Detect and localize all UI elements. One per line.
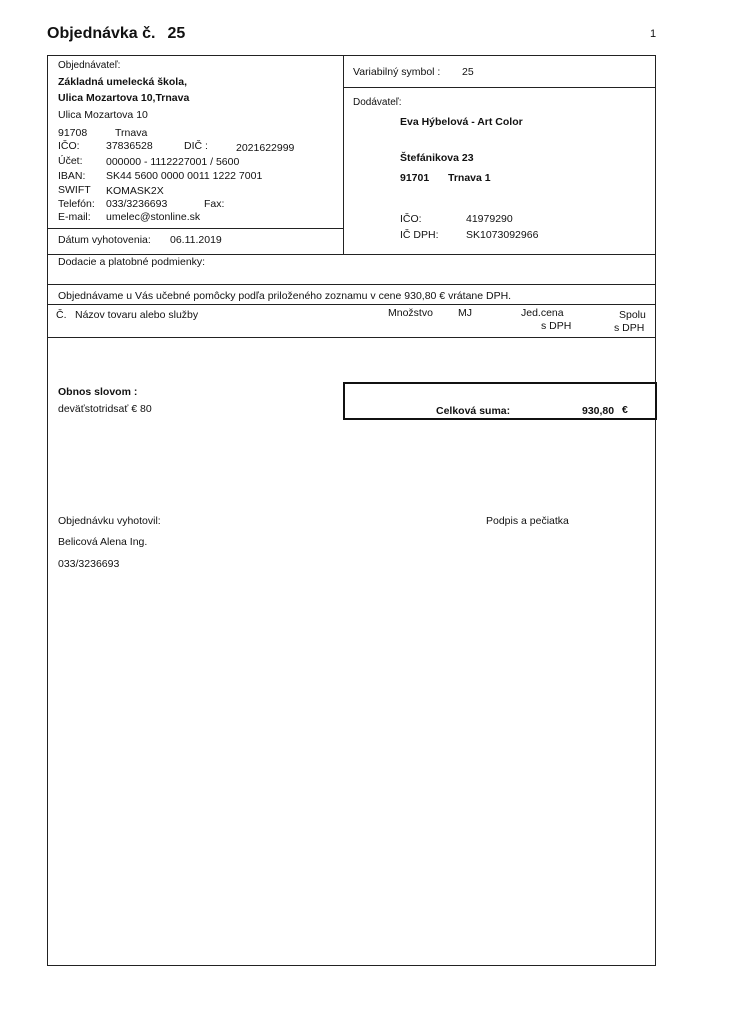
supplier-name: Eva Hýbelová - Art Color	[400, 116, 523, 128]
supplier-icdph: SK1073092966	[466, 229, 539, 241]
buyer-label: Objednávateľ:	[58, 60, 121, 71]
terms-label: Dodacie a platobné podmienky:	[58, 256, 206, 268]
buyer-iban-label: IBAN:	[58, 170, 86, 182]
buyer-city: Trnava	[115, 127, 148, 139]
col-unit-price-2: s DPH	[541, 320, 572, 332]
order-text: Objednávame u Vás učebné pomôcky podľa priloženého zoznamu v cene 930,80 € vrátane DPH.	[58, 290, 512, 302]
buyer-address-bold: Ulica Mozartova 10,Trnava	[58, 92, 190, 104]
supplier-city: Trnava 1	[448, 172, 491, 184]
terms-top-rule	[47, 254, 656, 255]
prepared-label: Objednávku vyhotovil:	[58, 515, 161, 527]
supplier-zip: 91701	[400, 172, 430, 184]
buyer-swift: KOMASK2X	[106, 185, 164, 197]
col-total-2: s DPH	[614, 322, 645, 334]
col-total-1: Spolu	[619, 309, 646, 321]
table-top-rule	[47, 304, 656, 305]
buyer-street: Ulica Mozartova 10	[58, 109, 148, 121]
buyer-ico: 37836528	[106, 140, 153, 152]
order-top-rule	[47, 284, 656, 285]
col-name: Názov tovaru alebo služby	[75, 309, 199, 321]
buyer-swift-label: SWIFT	[58, 184, 91, 196]
total-currency: €	[622, 404, 628, 416]
buyer-ucet-label: Účet:	[58, 155, 83, 167]
buyer-email-label: E-mail:	[58, 211, 91, 223]
order-number: 25	[167, 25, 186, 42]
buyer-zip: 91708	[58, 127, 88, 139]
buyer-dic: 2021622999	[236, 142, 295, 154]
table-header-rule	[47, 337, 656, 338]
col-quantity: Množstvo	[388, 307, 433, 319]
signature-label: Podpis a pečiatka	[486, 515, 569, 527]
date-label: Dátum vyhotovenia:	[58, 234, 151, 246]
date-value: 06.11.2019	[170, 234, 222, 246]
vs-divider	[343, 87, 656, 88]
buyer-email: umelec@stonline.sk	[106, 211, 201, 223]
amount-words-value: deväťstotridsať € 80	[58, 403, 152, 415]
col-unit: MJ	[458, 307, 472, 319]
buyer-name: Základná umelecká škola,	[58, 76, 187, 88]
amount-words-label: Obnos slovom :	[58, 386, 138, 398]
buyer-fax-label: Fax:	[204, 198, 225, 210]
vs-label: Variabilný symbol :	[353, 66, 441, 78]
supplier-street: Štefánikova 23	[400, 152, 474, 164]
title-text: Objednávka č.	[47, 25, 156, 42]
date-divider	[47, 228, 343, 229]
buyer-divider	[343, 55, 344, 254]
prepared-name: Belicová Alena Ing.	[58, 536, 148, 548]
buyer-dic-label: DIČ :	[184, 140, 208, 152]
buyer-iban: SK44 5600 0000 0011 1222 7001	[106, 170, 263, 182]
supplier-ico-label: IČO:	[400, 213, 422, 225]
buyer-ico-label: IČO:	[58, 140, 80, 152]
buyer-ucet: 000000 - 1112227001 / 5600	[106, 156, 240, 168]
col-number: Č.	[56, 309, 67, 321]
prepared-phone: 033/3236693	[58, 558, 120, 570]
buyer-phone-label: Telefón:	[58, 198, 95, 210]
total-label: Celková suma:	[436, 405, 511, 417]
supplier-ico: 41979290	[466, 213, 513, 225]
col-unit-price-1: Jed.cena	[521, 307, 564, 319]
supplier-label: Dodávateľ:	[353, 97, 402, 108]
supplier-icdph-label: IČ DPH:	[400, 229, 439, 241]
vs-value: 25	[462, 66, 474, 78]
buyer-phone: 033/3236693	[106, 198, 168, 210]
total-value: 930,80	[582, 405, 615, 417]
page-title	[47, 25, 185, 43]
page-number: 1	[650, 28, 657, 40]
